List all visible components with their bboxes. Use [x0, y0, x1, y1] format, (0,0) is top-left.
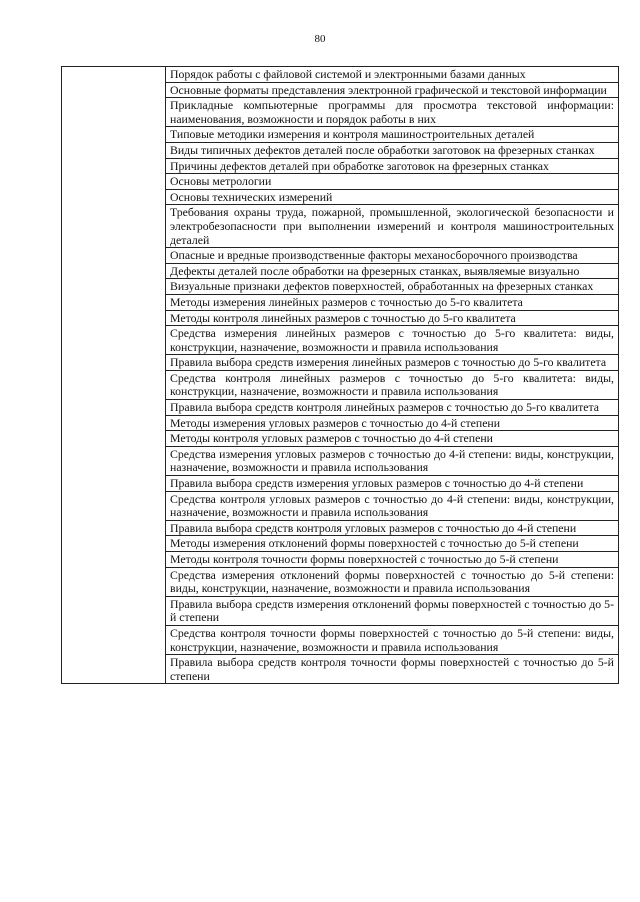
requirement-item: Средства измерения линейных размеров с точностью до 5-го квалитета: виды, конструкции, назначение, возможности и правила использования [166, 326, 619, 355]
requirement-item: Опасные и вредные производственные факторы механосборочного производства [166, 248, 619, 264]
requirement-item: Средства контроля точности формы поверхностей с точностью до 5-й степени: виды, конструкции, назначение, возможности и правила использования [166, 625, 619, 654]
requirement-item: Методы контроля угловых размеров с точностью до 4-й степени [166, 431, 619, 447]
requirements-table-body [62, 67, 619, 684]
requirement-item: Прикладные компьютерные программы для просмотра текстовой информации: наименования, возможности и порядок работы в них [166, 98, 619, 127]
requirement-item: Дефекты деталей после обработки на фрезерных станках, выявляемые визуально [166, 263, 619, 279]
requirement-item: Средства контроля угловых размеров с точностью до 4-й степени: виды, конструкции, назначение, возможности и правила использования [166, 491, 619, 520]
requirement-item: Основы метрологии [166, 174, 619, 190]
requirement-item: Правила выбора средств измерения линейных размеров с точностью до 5-го квалитета [166, 355, 619, 371]
requirement-item: Правила выбора средств контроля линейных размеров с точностью до 5-го квалитета [166, 400, 619, 416]
requirement-item: Методы контроля линейных размеров с точностью до 5-го квалитета [166, 310, 619, 326]
requirement-item: Средства измерения угловых размеров с точностью до 4-й степени: виды, конструкции, назначение, возможности и правила использования [166, 446, 619, 475]
requirement-item: Типовые методики измерения и контроля машиностроительных деталей [166, 127, 619, 143]
page-number: 80 [314, 33, 326, 45]
requirement-item: Визуальные признаки дефектов поверхностей, обработанных на фрезерных станках [166, 279, 619, 295]
requirement-item: Основные форматы представления электронной графической и текстовой информации [166, 82, 619, 98]
requirement-item: Методы контроля точности формы поверхностей с точностью до 5-й степени [166, 552, 619, 568]
requirement-item: Средства измерения отклонений формы поверхностей с точностью до 5-й степени: виды, конструкции, назначение, возможности и правила использования [166, 567, 619, 596]
requirement-item: Порядок работы с файловой системой и электронными базами данных [166, 67, 619, 83]
requirement-item: Правила выбора средств контроля точности формы поверхностей с точностью до 5-й степени [166, 655, 619, 684]
table-row [62, 67, 619, 83]
requirement-item: Методы измерения угловых размеров с точностью до 4-й степени [166, 415, 619, 431]
requirement-item: Причины дефектов деталей при обработке заготовок на фрезерных станках [166, 158, 619, 174]
requirement-item: Методы измерения линейных размеров с точностью до 5-го квалитета [166, 294, 619, 310]
requirement-item: Правила выбора средств измерения угловых размеров с точностью до 4-й степени [166, 476, 619, 492]
requirement-item: Правила выбора средств измерения отклонений формы поверхностей с точностью до 5-й степени [166, 596, 619, 625]
requirement-item: Требования охраны труда, пожарной, промышленной, экологической безопасности и электробезопасности при выполнении измерений и контроля машиностроительных деталей [166, 205, 619, 248]
requirement-item: Правила выбора средств контроля угловых размеров с точностью до 4-й степени [166, 520, 619, 536]
requirement-item: Виды типичных дефектов деталей после обработки заготовок на фрезерных станках [166, 142, 619, 158]
knowledge-requirements-table [61, 66, 619, 684]
requirement-item: Средства контроля линейных размеров с точностью до 5-го квалитета: виды, конструкции, назначение, возможности и правила использования [166, 370, 619, 399]
requirement-item: Методы измерения отклонений формы поверхностей с точностью до 5-й степени [166, 536, 619, 552]
requirement-item: Основы технических измерений [166, 189, 619, 205]
empty-label-column [62, 67, 166, 684]
